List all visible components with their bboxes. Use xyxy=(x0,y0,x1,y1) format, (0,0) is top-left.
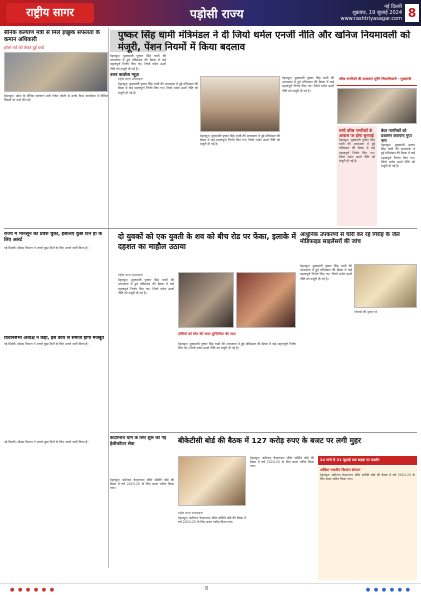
main-story-col3 xyxy=(282,76,334,226)
second-story-col2-para: देहरादून। मुख्यमंत्री पुष्कर सिंह धामी की अध्यक्षता में हुई मंत्रिमंडल की बैठक में कई महत्वपूर्ण निर्णय लिए गए। जियो थर्मल ऊर्जा नीति को मंजूरी दी गई है। xyxy=(178,342,296,351)
left-top-photo xyxy=(4,52,108,92)
left-bottom-text xyxy=(4,440,108,580)
page-footer xyxy=(0,583,421,595)
right-top-box2 xyxy=(379,126,417,226)
right-top-box2-body: देहरादून। मुख्यमंत्री पुष्कर सिंह धामी की अध्यक्षता में हुई मंत्रिमंडल की बैठक में कई महत्वपूर्ण निर्णय लिए गए। जियो थर्मल ऊर्जा नीति को मंजूरी दी गई है। xyxy=(381,143,415,169)
second-story-para: देहरादून। मुख्यमंत्री पुष्कर सिंह धामी की अध्यक्षता में हुई मंत्रिमंडल की बैठक में कई महत्वपूर्ण निर्णय लिए गए। जियो थर्मल ऊर्जा नीति को मंजूरी दी गई है। xyxy=(118,278,174,295)
bottom-story-headline-block xyxy=(178,436,417,454)
main-story-headline-block xyxy=(118,30,416,70)
bottom-left-story xyxy=(110,436,174,476)
date-text: शुक्रवार, 19 जुलाई 2024 xyxy=(352,10,402,16)
second-story-body xyxy=(118,272,174,422)
masthead xyxy=(0,0,421,26)
footer-dots-left: ● ● ● ● ● ● xyxy=(10,587,56,593)
paper-logo: राष्ट्रीय सागर xyxy=(6,3,94,23)
second-story-col2 xyxy=(178,342,296,422)
right-mid-body xyxy=(300,264,352,424)
left-mid-story xyxy=(4,232,108,332)
main-story-photo xyxy=(200,76,280,132)
right-mid-headline: आधुनिक उपकरणों से चोरी कर रहे गिरोह के जेल मोडिफाइड साइलेंसरों की जांच xyxy=(300,232,400,245)
bottom-left-para: देहरादून। बद्रीनाथ केदारनाथ मंदिर समिति बोर्ड की बैठक में वर्ष 2024-25 के लिए बजट पारित किया गया। xyxy=(110,478,174,491)
right-top-banner: वरिष्ठ नागरिकों की समस्याएं सुनेंगे जिलाधिकारी - मुख्यमंत्री xyxy=(337,76,417,86)
page-number: 8 xyxy=(405,4,419,22)
right-top-box1-title: सभी वरिष्ठ नागरिकों के आवास पर होगा सुनवाई xyxy=(339,128,374,138)
right-top-box2-title: बेघर नागरिकों को प्रशासन कराएगा गुप्त नाम xyxy=(381,128,412,143)
left-mid-body: नई दिल्ली। मौसम विभाग ने अगले कुछ दिनों के लिए अलर्ट जारी किया है। xyxy=(4,246,89,250)
right-mid-headline-block xyxy=(300,232,417,262)
right-top-box1-body: देहरादून। मुख्यमंत्री पुष्कर सिंह धामी की अध्यक्षता में हुई मंत्रिमंडल की बैठक में कई महत्वपूर्ण निर्णय लिए गए। जियो थर्मल ऊर्जा नीति को मंजूरी दी गई है। xyxy=(339,138,375,164)
bottom-story-para: देहरादून। बद्रीनाथ केदारनाथ मंदिर समिति बोर्ड की बैठक में वर्ष 2024-25 के लिए बजट पारित किया गया। xyxy=(178,516,246,525)
right-top-photo xyxy=(337,88,417,124)
footer-page-number: 8 xyxy=(205,586,209,592)
left-top-body: देहरादून। प्रदेश के सैनिक कल्याण मंत्री गणेश जोशी से उनके कैम्प कार्यालय में विभिन्न विषयों पर चर्चा की गई। xyxy=(4,94,108,103)
left-mid-headline: राज्य में मानसून का प्रवेश चुका, इसलिए कुछ दिन ही के लिए अलर्ट xyxy=(4,232,103,243)
left-low-headline: विधानसभा अध्यक्ष ने कहा, इस कार्य से समाज होगा मजबूत xyxy=(4,336,104,341)
bottom-left-body xyxy=(110,478,174,578)
bottom-story-photo xyxy=(178,456,246,506)
divider-1 xyxy=(4,228,417,229)
second-story-headline: दो युवकों को एक युवती के शव को बीच रोड पर फेंका, इलाके में दहशत का माहौल उठाया xyxy=(118,232,296,251)
bottom-right-box xyxy=(318,466,417,580)
column-divider xyxy=(108,28,109,568)
right-top-box1 xyxy=(337,126,377,226)
footer-dots-right: ● ● ● ● ● ● xyxy=(365,587,411,593)
second-story-caption: दोषियों को मौत की सजा सुनिश्चित की जाए xyxy=(178,332,236,336)
right-mid-para: देहरादून। मुख्यमंत्री पुष्कर सिंह धामी की अध्यक्षता में हुई मंत्रिमंडल की बैठक में कई महत्वपूर्ण निर्णय लिए गए। जियो थर्मल ऊर्जा नीति को मंजूरी दी गई है। xyxy=(300,264,352,281)
section-title: पड़ोसी राज्य xyxy=(190,7,244,21)
main-story-col2-para: देहरादून। मुख्यमंत्री पुष्कर सिंह धामी की अध्यक्षता में हुई मंत्रिमंडल की बैठक में कई महत्वपूर्ण निर्णय लिए गए। जियो थर्मल ऊर्जा नीति को मंजूरी दी गई है। xyxy=(200,134,280,147)
main-story-col3-para: देहरादून। मुख्यमंत्री पुष्कर सिंह धामी की अध्यक्षता में हुई मंत्रिमंडल की बैठक में कई महत्वपूर्ण निर्णय लिए गए। जियो थर्मल ऊर्जा नीति को मंजूरी दी गई है। xyxy=(282,76,334,93)
bottom-left-headline: केदारनाथ धाम के लिए शुरू की गई हेलीकॉप्टर सेवा xyxy=(110,436,167,447)
left-low-body: नई दिल्ली। मौसम विभाग ने अगले कुछ दिनों के लिए अलर्ट जारी किया है। xyxy=(4,342,89,346)
website: www.rashtriyasagar.com xyxy=(340,16,402,22)
date-city: नई दिल्ली xyxy=(384,4,402,10)
mid-column-para: देहरादून। मुख्यमंत्री पुष्कर सिंह धामी की अध्यक्षता में हुई मंत्रिमंडल की बैठक में कई महत्वपूर्ण निर्णय लिए गए। जियो थर्मल ऊर्जा नीति को मंजूरी दी गई है। xyxy=(110,54,166,71)
bottom-story-body xyxy=(178,510,246,580)
date-block xyxy=(332,4,402,22)
main-story-body xyxy=(118,76,198,226)
bottom-story-headline: बीकेटीसी बोर्ड की बैठक में 127 करोड़ रुपए के बजट पर लगी मुहर xyxy=(178,436,362,445)
bottom-story-col2-para: देहरादून। बद्रीनाथ केदारनाथ मंदिर समिति बोर्ड की बैठक में वर्ष 2024-25 के लिए बजट पारित किया गया। xyxy=(250,456,314,469)
left-top-story xyxy=(4,30,108,130)
second-story-photo-2 xyxy=(236,272,296,328)
second-story-byline: राष्ट्रीय सागर संवाददाता xyxy=(118,273,143,277)
right-mid-photo-caption: ज्वेलर्स की दुकान से xyxy=(354,310,378,314)
main-story-col2 xyxy=(200,134,280,224)
bottom-story-byline: राष्ट्रीय सागर संवाददाता xyxy=(178,511,203,515)
left-low-story xyxy=(4,336,108,436)
bottom-right-sub: अखिल भारतीय किसान संगठन xyxy=(320,468,361,472)
left-top-headline: सैनिक कल्याण मंत्री से मिले इच्छुक सफलता के कमान अधिकारी xyxy=(4,30,100,43)
bottom-right-body: देहरादून। बद्रीनाथ केदारनाथ मंदिर समिति बोर्ड की बैठक में वर्ष 2024-25 के लिए बजट पारित किया गया। xyxy=(320,473,415,482)
second-story-photo-1 xyxy=(178,272,234,328)
second-story-headline-block xyxy=(118,232,298,272)
bottom-story-col2 xyxy=(250,456,314,580)
main-story-headline: पुष्कर सिंह धामी मंत्रिमंडल ने दी जियो थर्मल एनर्जी नीति और खनिज नियमावली को मंजूरी, पेंशन नियमों में किया बदलाव xyxy=(118,30,411,53)
divider-2 xyxy=(110,432,417,433)
main-story-byline: राष्ट्रीय सागर संवाददाता xyxy=(118,77,143,81)
main-story-para: देहरादून। मुख्यमंत्री पुष्कर सिंह धामी की अध्यक्षता में हुई मंत्रिमंडल की बैठक में कई महत्वपूर्ण निर्णय लिए गए। जियो थर्मल ऊर्जा नीति को मंजूरी दी गई है। xyxy=(118,82,198,95)
left-top-subhead: हरेला पर्व को लेकर हुई चर्चा xyxy=(4,45,45,50)
mid-column-headline: उत्तर कालेज न्यूज़ xyxy=(110,72,139,78)
right-mid-photo xyxy=(354,264,417,308)
left-bottom-para: नई दिल्ली। मौसम विभाग ने अगले कुछ दिनों के लिए अलर्ट जारी किया है। xyxy=(4,440,89,444)
bottom-right-banner: 24 मार्च से 31 जुलाई तक सड़क पर प्रदर्शन xyxy=(318,456,417,465)
